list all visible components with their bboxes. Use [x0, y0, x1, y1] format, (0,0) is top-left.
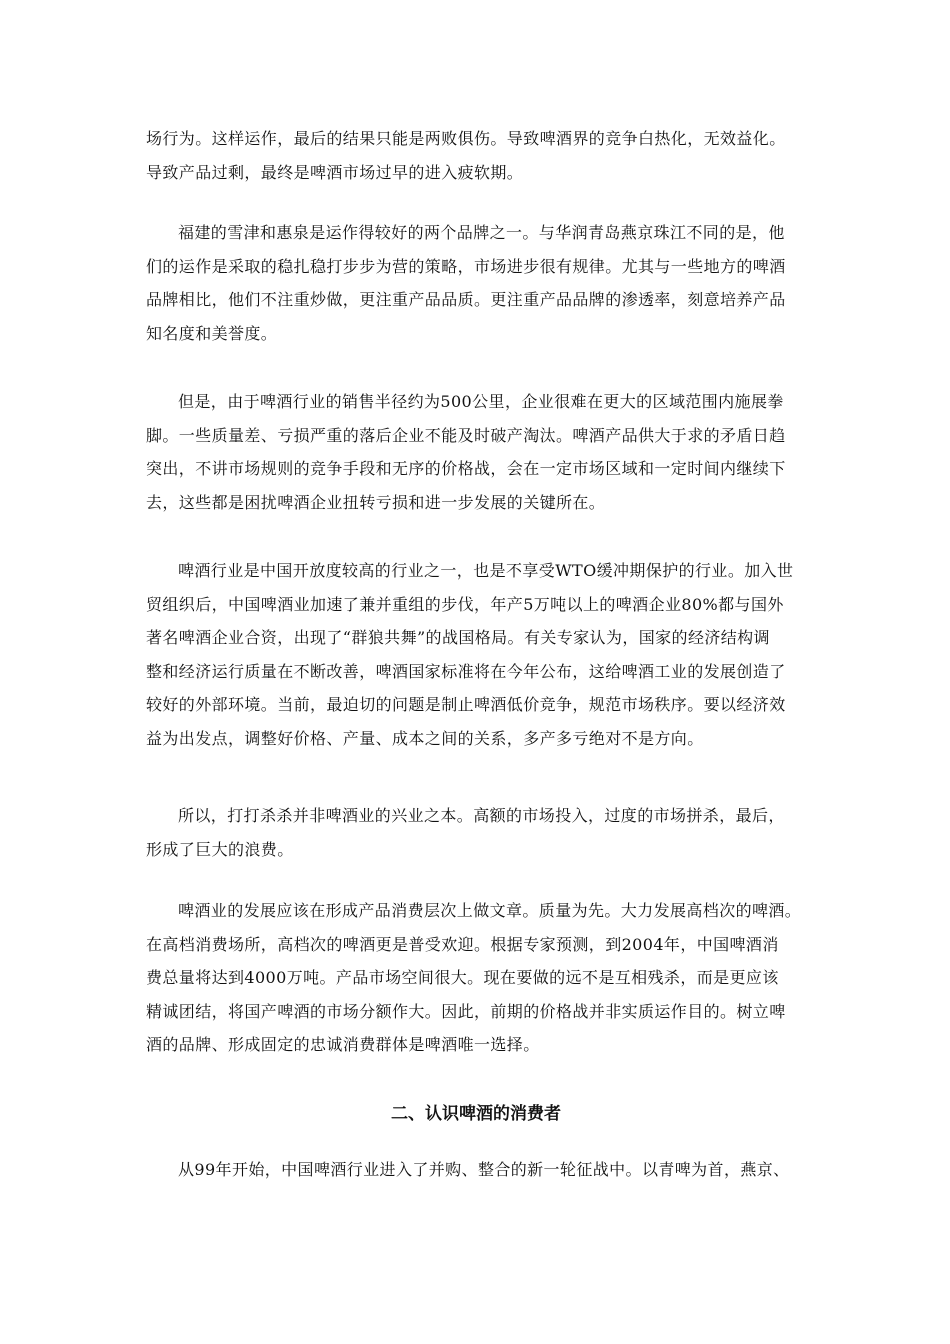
- paragraph-line: 贸组织后，中国啤酒业加速了兼并重组的步伐，年产5万吨以上的啤酒企业80%都与国外: [146, 594, 784, 614]
- paragraph-line: 去，这些都是困扰啤酒企业扭转亏损和进一步发展的关键所在。: [146, 492, 606, 512]
- paragraph-line: 脚。一些质量差、亏损严重的落后企业不能及时破产淘汰。啤酒产品供大于求的矛盾日趋: [146, 425, 786, 445]
- paragraph-line: 所以，打打杀杀并非啤酒业的兴业之本。高额的市场投入，过度的市场拼杀，最后，: [178, 806, 785, 825]
- paragraph-line: 知名度和美誉度。: [146, 323, 278, 343]
- paragraph-3: [146, 385, 806, 519]
- paragraph-line: 场行为。这样运作，最后的结果只能是两败俱伤。导致啤酒界的竞争白热化，无效益化。: [146, 129, 786, 148]
- paragraph-7: [146, 1153, 806, 1187]
- paragraph-line: 导致产品过剩，最终是啤酒市场过早的进入疲软期。: [146, 162, 524, 182]
- paragraph-6: [146, 894, 806, 1062]
- paragraph-line: 著名啤酒企业合资，出现了“群狼共舞”的战国格局。有关专家认为，国家的经济结构调: [146, 628, 770, 648]
- paragraph-line: 酒的品牌、形成固定的忠诚消费群体是啤酒唯一选择。: [146, 1035, 540, 1055]
- paragraph-line: 福建的雪津和惠泉是运作得较好的两个品牌之一。与华润青岛燕京珠江不同的是，他: [178, 223, 785, 242]
- paragraph-line: 从99年开始，中国啤酒行业进入了并购、整合的新一轮征战中。以青啤为首，燕京、: [178, 1160, 790, 1179]
- paragraph-line: 啤酒行业是中国开放度较高的行业之一，也是不享受WTO缓冲期保护的行业。加入世: [178, 561, 794, 580]
- paragraph-5: [146, 799, 806, 866]
- section-heading: 二、认识啤酒的消费者: [391, 1104, 561, 1124]
- paragraph-line: 但是，由于啤酒行业的销售半径约为500公里，企业很难在更大的区域范围内施展拳: [178, 392, 784, 411]
- paragraph-line: 整和经济运行质量在不断改善，啤酒国家标准将在今年公布，这给啤酒工业的发展创造了: [146, 661, 786, 681]
- paragraph-line: 啤酒业的发展应该在形成产品消费层次上做文章。质量为先。大力发展高档次的啤酒。: [178, 901, 802, 920]
- paragraph-2: [146, 216, 806, 350]
- paragraph-line: 较好的外部环境。当前，最迫切的问题是制止啤酒低价竞争，规范市场秩序。要以经济效: [146, 695, 786, 715]
- paragraph-line: 们的运作是采取的稳扎稳打步步为营的策略，市场进步很有规律。尤其与一些地方的啤酒: [146, 256, 786, 276]
- paragraph-line: 益为出发点，调整好价格、产量、成本之间的关系，多产多亏绝对不是方向。: [146, 728, 704, 748]
- paragraph-line: 费总量将达到4000万吨。产品市场空间很大。现在要做的远不是互相残杀，而是更应该: [146, 968, 779, 988]
- paragraph-1: [146, 122, 806, 189]
- paragraph-line: 精诚团结，将国产啤酒的市场分额作大。因此，前期的价格战并非实质运作目的。树立啤: [146, 1001, 786, 1021]
- paragraph-line: 突出，不讲市场规则的竞争手段和无序的价格战，会在一定市场区域和一定时间内继续下: [146, 459, 786, 479]
- paragraph-line: 形成了巨大的浪费。: [146, 839, 294, 859]
- paragraph-4: [146, 554, 806, 756]
- paragraph-line: 品牌相比，他们不注重炒做，更注重产品品质。更注重产品品牌的渗透率，刻意培养产品: [146, 290, 786, 310]
- paragraph-line: 在高档消费场所，高档次的啤酒更是普受欢迎。根据专家预测，到2004年，中国啤酒消: [146, 934, 779, 954]
